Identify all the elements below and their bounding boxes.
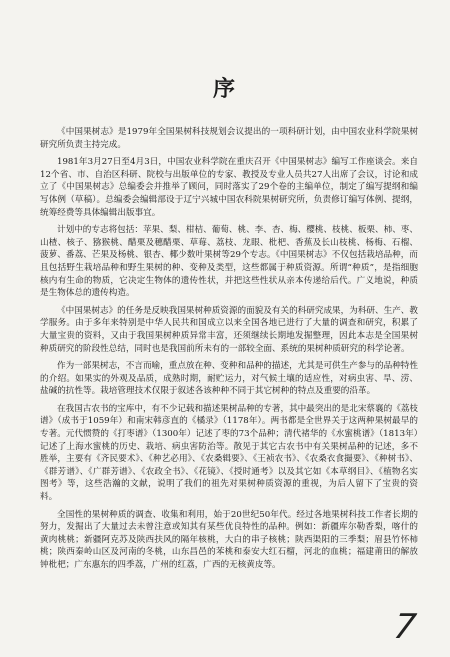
- paragraph: 在我国古农书的宝库中，有不少记载和描述果树品种的专著，其中最突出的是北宋蔡襄的《荔枝谱》（成书于1059年）和南宋韩彦直的《橘录》（1178年）。两书都是全世界关于这两种果树最早的专著。元代惯赞的《打枣谱》（1300年）记述了枣的73个品种；清代褚华的《水蜜桃谱》（1813年）记述了上海水蜜桃的历史、栽培、病虫害防治等。散见于其它古农书中有关果树品种的记述，多不胜举，主要有《齐民要术》、《种艺必用》、《农桑辑要》、《王祯农书》、《农桑衣食撮要》、《种树书》、《群芳谱》、《广群芳谱》、《农政全书》、《花镜》、《授时通考》以及其它如《本草纲目》、《植物名实图考》等，这些浩瀚的文献，说明了我们的祖先对果树种质资源的重视，为后人留下了宝贵的资料。: [40, 403, 418, 503]
- paragraph: 计划中的专志将包括：苹果、梨、柑桔、葡萄、桃、李、杏、梅、樱桃、枝桃、板栗、柿、枣、山楂、核子、猕猴桃、醋栗及穗醋栗、草莓、荔枝、龙眼、枇杷、香蕉及长山枝桃、杨梅、石榴、菠萝、番荔、芒果及杨桃、银杏、椰少数叶果树等29个专志。《中国果树志》不仅包括栽培品种，而且包括野生栽培品种和野生果树的种、变种及类型，这些都属于种质资源。所谓“种质”，是指细胞核内有生命的物质，它决定生物体的遗传性状，并把这些性状从亲本传递给后代。广义地说，种质是生物体总的遗传构造。: [40, 225, 418, 299]
- paragraph: 全国性的果树种质的调查、收集和利用，始于20世纪50年代。经过各地果树科技工作者长期的努力，发掘出了大量过去未曾注意或知其有某些优良特性的品种。例如：新疆库尔勒香梨，喀什的黄肉桃桃；新疆阿克苏及陕西扶风的隔年核桃，大白的串子核桃；陕西渠阳的三季梨；眉县竹怀柿桃；陕西秦岭山区及河南的冬桃，山东昌邑的苯桃和泰安大红石榴，河北的血桃；福建莆田的解放钟枇杷；广东惠东的四季荔，广州的红荔，广西的无核黄皮等。: [40, 509, 418, 570]
- paragraph: 《中国果树志》的任务是反映我国果树种质资源的面貌及有关的科研究成果，为科研、生产、教学服务。由于多年来特别是中华人民共和国成立以来全国各地已进行了大量的调查和研究，积累了大量宝贵的资料，又由于我国果树种质异常丰富，还须继续长期地发掘整理，因此本志是全国果树种质研究的阶段性总结，同时也是我国前所未有的一部较全面、系统的果树种质研究的科学论著。: [40, 305, 418, 354]
- body-text: [40, 126, 418, 577]
- page-title: 序: [212, 77, 237, 102]
- handwritten-page-number: 7: [391, 607, 419, 647]
- paragraph: 作为一部果树志，不言而喻，重点放在种、变种和品种的描述，尤其是可供生产参与的品种特性的介绍。如果实的外观及品质，成熟时期，耐贮运力，对气候土壤的适应性，对病虫害、旱、涝、盐碱的抗性等。栽培管理技术仅限于叙述各该种种不同于其它树种的特点及重要的沿革。: [40, 361, 418, 397]
- paragraph: 《中国果树志》是1979年全国果树科技规划会议提出的一项科研计划，由中国农业科学院果树研究所负责主持完成。: [40, 127, 418, 150]
- paragraph: 1981年3月27日至4月3日，中国农业科学院在重庆召开《中国果树志》编写工作座谈会。来自12个省、市、自治区科研、院校与出版单位的专家、教授及专业人员共27人出席了会议，讨论和成立了《中国果树志》总编委会并推举了顾问，同时落实了29个卷的主编单位，制定了编写提纲和编写体例（草稿）。总编委会编辑部设于辽宁兴城中国农科院果树研究所，负责修订编写体例、提纲，统筹经费等具体编辑出版事宜。: [40, 157, 418, 218]
